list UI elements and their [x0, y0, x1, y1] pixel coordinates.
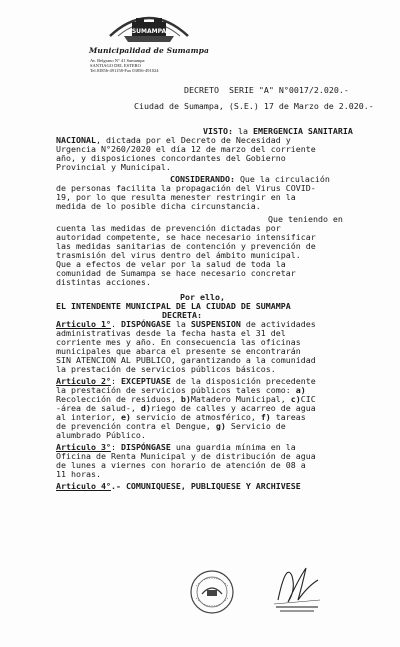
art1-line-6: la prestación de servicios públicos básicos.	[56, 364, 276, 374]
art2-line4a: -área de salud-,	[56, 403, 141, 413]
art4-rest: .- COMUNIQUESE, PUBLIQUESE Y ARCHIVESE	[110, 481, 301, 491]
place-date: Ciudad de Sumampa, (S.E.) 17 de Marzo de 2.020.-	[134, 101, 374, 111]
art3-line-1: Articulo 3°: DISPÓNGASE una guardia mínima en la	[56, 442, 296, 452]
art4-label: Articulo 4°	[56, 481, 111, 491]
considerando-p3-line-2: comunidad de Sumampa se hace necesario concretar	[56, 268, 296, 278]
visto-line-2: Urgencia N°260/2020 el día 12 de marzo del corriente	[56, 144, 316, 154]
art3-l1-rest: una guardia mínima en la	[170, 442, 296, 452]
art2-line5c: tareas	[270, 412, 306, 422]
art2-item-d: d)	[140, 403, 151, 413]
considerando-line-3: medida de lo posible dicha circunstancia.	[56, 201, 261, 211]
intendente-signature	[268, 556, 326, 618]
municipality-logo	[104, 6, 194, 44]
art3-line-3: de lunes a viernes con horario de atención de 08 a	[56, 460, 306, 470]
art4-line-1	[56, 482, 301, 491]
art2-item-g: g)	[215, 421, 226, 431]
art1-l1a: .	[110, 319, 121, 329]
art2-line6b: Servicio de	[225, 421, 286, 431]
art2-line6a: de prevención contra el Dengue,	[56, 421, 216, 431]
visto-label: VISTO:	[203, 126, 233, 136]
art2-line3c: CIC	[300, 394, 316, 404]
art3-label: Articulo 3°	[56, 442, 111, 452]
art2-item-c: c)	[290, 394, 301, 404]
art2-line5a: al interior,	[56, 412, 121, 422]
considerando-p3-line-3: distintas acciones.	[56, 277, 151, 287]
art2-line3b: Matadero Municipal,	[190, 394, 291, 404]
art1-suspension: SUSPENSION	[190, 319, 241, 329]
visto-line1-rest: , dictada por el Decreto de Necesidad y	[95, 135, 291, 145]
art1-line-4: municipales que abarca el presente se encontrarán	[56, 346, 301, 356]
art1-l1b: la	[170, 319, 191, 329]
art1-l1c: de actividades	[240, 319, 316, 329]
art2-line4b: riego de calles y acarreo de agua	[150, 403, 316, 413]
art3-line-4: 11 horas.	[56, 469, 101, 479]
visto-line-3: año, y disposiciones concordantes del Gobierno	[56, 153, 286, 163]
considerando-p2-line-2: autoridad competente, se hace necesario intensificar	[56, 232, 316, 242]
considerando-line0-text: Que la circulación	[239, 174, 330, 184]
art2-item-e: e)	[120, 412, 131, 422]
art2-verb: EXCEPTUASE	[120, 376, 171, 386]
address-line-3: Tel.03856-491158-Fax 03856-491024	[90, 68, 159, 73]
visto-line-4: Provincial y Municipal.	[56, 162, 171, 172]
municipal-seal-stamp	[188, 568, 236, 616]
art1-verb: DISPÓNGASE	[120, 319, 171, 329]
municipality-name: Municipalidad de Sumampa	[89, 46, 209, 55]
art1-line-2: administrativas desde la fecha hasta el 31 del	[56, 328, 286, 338]
considerando-line-1: de personas facilita la propagación del Virus COVID-	[56, 183, 316, 193]
svg-text:SUMAMPA: SUMAMPA	[131, 28, 167, 35]
art1-line-5: SIN ATENCION AL PUBLICO, garantizando a la comunidad	[56, 355, 316, 365]
considerando-label: CONSIDERANDO:	[170, 174, 235, 184]
art3-verb: DISPÓNGASE	[120, 442, 171, 452]
por-ello: Por ello,	[180, 292, 225, 302]
art2-line-1: Articulo 2°: EXCEPTUASE de la disposición precedente	[56, 376, 316, 386]
considerando-line-2: 19, por lo que resulta menester restringir en la	[56, 192, 296, 202]
art2-line-7: alumbrado Público.	[56, 430, 146, 440]
considerando-p2-line-3: las medidas sanitarias de contención y prevención de	[56, 241, 316, 251]
art1-line-3: corriente mes y año. En consecuencia las oficinas	[56, 337, 301, 347]
intendente-heading: EL INTENDENTE MUNICIPAL DE LA CIUDAD DE SUMAMPA	[56, 301, 291, 311]
art2-line2a: la prestación de servicios públicos tales como:	[56, 385, 296, 395]
art3-line-2: Oficina de Renta Municipal y de distribución de agua	[56, 451, 316, 461]
art2-label: Articulo 2°	[56, 376, 111, 386]
visto-lead: la	[237, 126, 248, 136]
art1-label: Articulo 1°	[56, 319, 111, 329]
art2-item-b: b)	[180, 394, 191, 404]
considerando-p3-line-1: Que a efectos de velar por la salud de toda la	[56, 259, 286, 269]
considerando-p2-lead: Que teniendo en	[268, 214, 343, 224]
considerando-p2-line-1: cuenta las medidas de prevención dictadas por	[56, 223, 281, 233]
address-line-1: Av. Belgrano N° 41 Sumampa	[90, 58, 145, 63]
decree-number: DECRETO SERIE "A" N°0017/2.020.-	[184, 85, 349, 95]
visto-emergency2: NACIONAL	[56, 135, 96, 145]
art2-item-a: a)	[295, 385, 306, 395]
art2-l1-rest: de la disposición precedente	[170, 376, 316, 386]
address-line-2: SANTIAGO DEL ESTERO	[90, 63, 141, 68]
art2-item-f: f)	[260, 412, 271, 422]
art2-line5b: servicio de atmosférico,	[130, 412, 261, 422]
art2-line3a: Recolección de residuos,	[56, 394, 181, 404]
visto-emergency: EMERGENCIA SANITARIA	[252, 126, 353, 136]
considerando-p2-line-4: trasmisión del virus dentro del ámbito municipal.	[56, 250, 301, 260]
decreta-heading: DECRETA:	[162, 310, 202, 320]
